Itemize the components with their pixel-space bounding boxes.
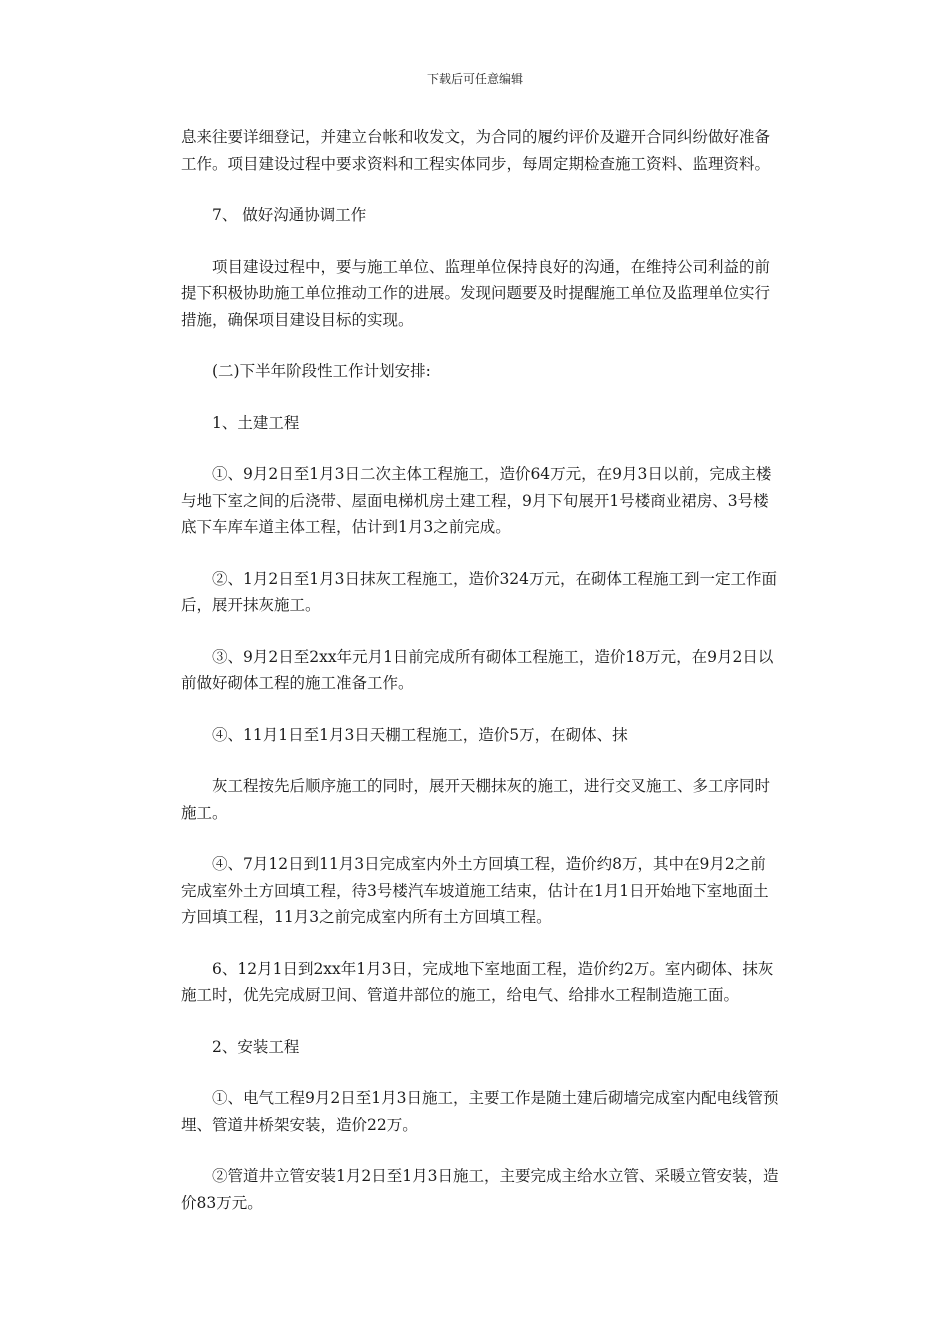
paragraph: 项目建设过程中，要与施工单位、监理单位保持良好的沟通，在维持公司利益的前提下积极协助施工单位推动工作的进展。发现问题要及时提醒施工单位及监理单位实行措施，确保项目建设目标的实现。 — [181, 257, 771, 329]
section-heading: (二)下半年阶段性工作计划安排: — [212, 362, 431, 380]
paragraph: 6、12月1日到2xx年1月3日，完成地下室地面工程，造价约2万。室内砌体、抹灰施工时，优先完成厨卫间、管道井部位的施工，给电气、给排水工程制造施工面。 — [181, 959, 774, 1004]
paragraph: 灰工程按先后顺序施工的同时，展开天棚抹灰的施工，进行交叉施工、多工序同时施工。 — [181, 777, 771, 822]
paragraph: ②、1月2日至1月3日抹灰工程施工，造价324万元，在砌体工程施工到一定工作面后，展开抹灰施工。 — [181, 569, 778, 614]
section-heading: 1、土建工程 — [212, 413, 300, 432]
paragraph: ①、电气工程9月2日至1月3日施工，主要工作是随土建后砌墙完成室内配电线管预埋、管道井桥架安装，造价22万。 — [181, 1089, 779, 1134]
section-heading: 2、安装工程 — [212, 1037, 300, 1056]
page-header: 下载后可任意编辑 — [426, 72, 523, 86]
document-body — [181, 124, 781, 1241]
paragraph: ③、9月2日至2xx年元月1日前完成所有砌体工程施工，造价18万元，在9月2日以前做好砌体工程的施工准备工作。 — [181, 647, 774, 692]
paragraph: ④、11月1日至1月3日天棚工程施工，造价5万，在砌体、抹 — [212, 725, 628, 744]
paragraph: ④、7月12日到11月3日完成室内外土方回填工程，造价约8万，其中在9月2之前完成室外土方回填工程，待3号楼汽车坡道施工结束，估计在1月1日开始地下室地面土方回填工程，11月3之前完成室内所有土方回填工程。 — [181, 855, 769, 926]
paragraph: 息来往要详细登记，并建立台帐和收发文，为合同的履约评价及避开合同纠纷做好准备工作。项目建设过程中要求资料和工程实体同步，每周定期检查施工资料、监理资料。 — [181, 128, 771, 173]
paragraph: ①、9月2日至1月3日二次主体工程施工，造价64万元，在9月3日以前，完成主楼与地下室之间的后浇带、屋面电梯机房土建工程，9月下旬展开1号楼商业裙房、3号楼底下车库车道主体工程，估计到1月3之前完成。 — [181, 465, 772, 536]
section-heading: 7、 做好沟通协调工作 — [212, 206, 367, 224]
paragraph: ②管道井立管安装1月2日至1月3日施工，主要完成主给水立管、采暖立管安装，造价83万元。 — [181, 1167, 779, 1212]
